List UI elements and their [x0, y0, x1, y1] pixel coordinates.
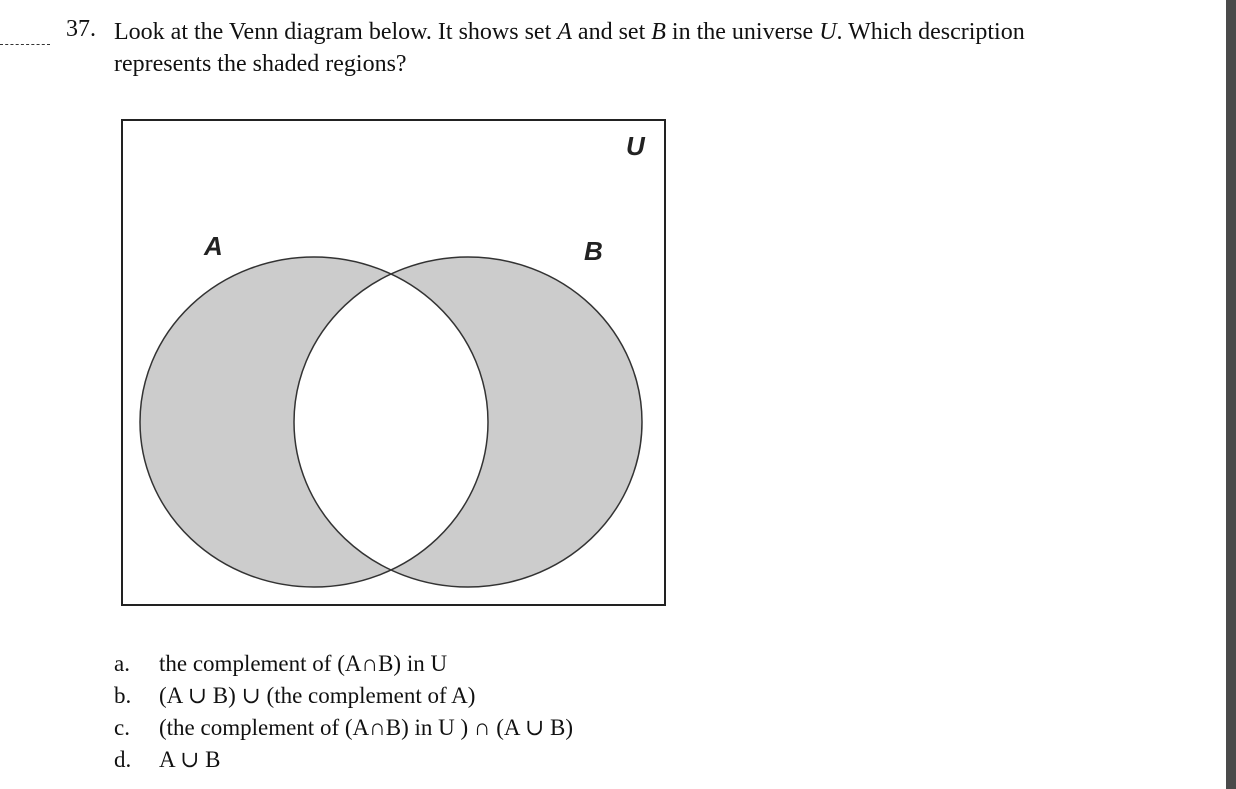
choice-letter: d. [114, 747, 132, 772]
question-text-set-b: B [651, 19, 666, 45]
set-a-label: A [204, 231, 223, 261]
question-text-part: in the universe [665, 19, 820, 45]
choice-text: (the complement of (A∩B) in U ) ∩ (A ∪ B) [159, 715, 574, 740]
universe-label: U [626, 131, 645, 161]
choice-letter: a. [114, 651, 130, 676]
question-text-part: Look at the Venn diagram below. It shows set [114, 19, 558, 45]
question-text-set-a: A [557, 19, 572, 45]
question-number: 37. [66, 16, 96, 42]
choice-text: (A ∪ B) ∪ (the complement of A) [159, 683, 476, 708]
choice-text: A ∪ B [159, 747, 221, 772]
question-text-universe: U [819, 19, 837, 45]
question-text-part: . Which description represents the shaded regions? [114, 19, 1025, 77]
scrollbar[interactable] [1226, 0, 1236, 789]
set-b-label: B [584, 236, 603, 266]
choice-letter: b. [114, 683, 132, 708]
question-text-part: and set [571, 19, 652, 45]
choice-letter: c. [114, 715, 130, 740]
choice-text: the complement of (A∩B) in U [159, 651, 448, 676]
